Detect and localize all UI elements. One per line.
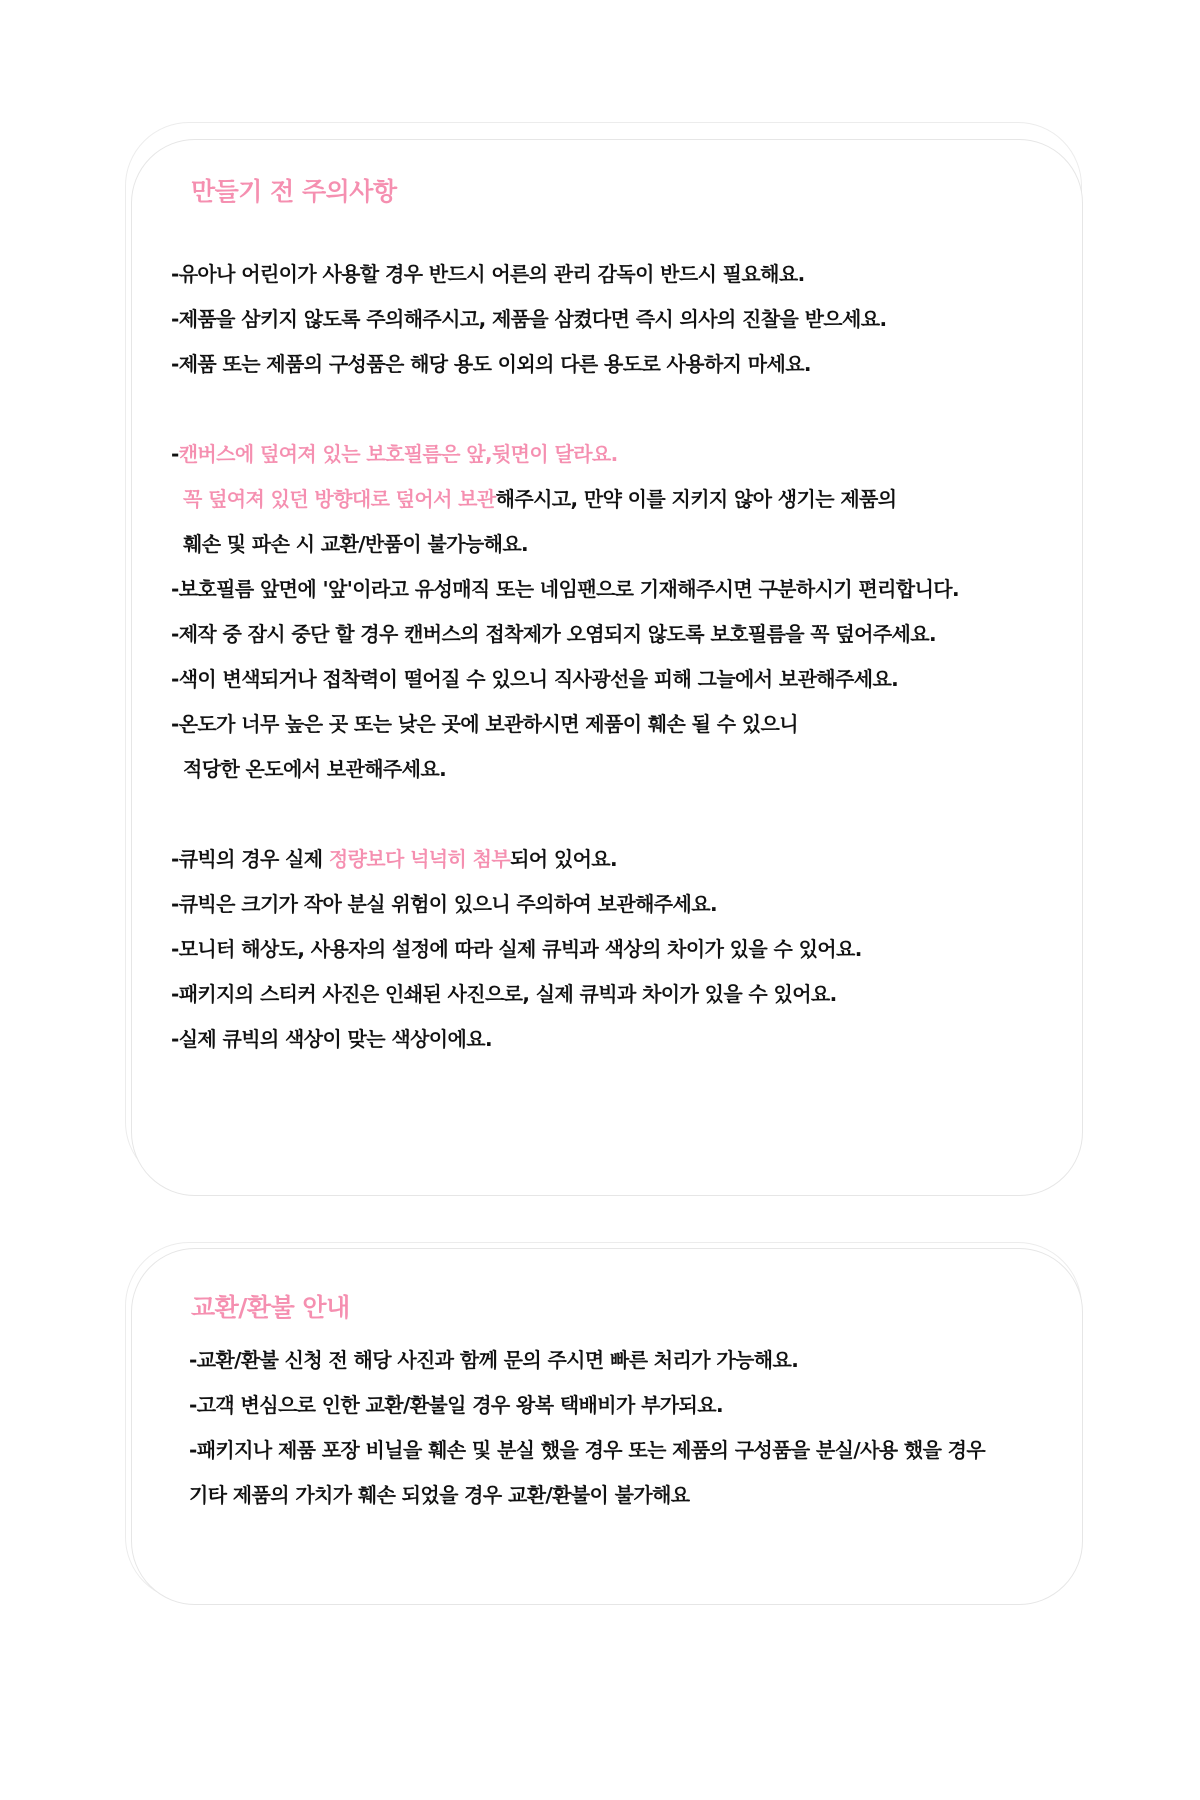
exchange-refund-list: [189, 1338, 985, 1518]
notice-line: [171, 477, 959, 522]
notice-line: [171, 837, 959, 882]
precautions-title: 만들기 전 주의사항: [191, 177, 397, 206]
notice-line: [171, 522, 959, 567]
notice-line: [171, 612, 959, 657]
notice-text: -교환/환불 신청 전 해당 사진과 함께 문의 주시면 빠른 처리가 가능해요.: [189, 1348, 799, 1372]
spacer-line: [171, 387, 959, 432]
notice-text: 해주시고, 만약 이를 지키지 않아 생기는 제품의: [495, 487, 897, 511]
notice-line: [171, 297, 959, 342]
notice-text: -온도가 너무 높은 곳 또는 낮은 곳에 보관하시면 제품이 훼손 될 수 있으니: [171, 712, 798, 736]
notice-line: [171, 702, 959, 747]
notice-text: -유아나 어린이가 사용할 경우 반드시 어른의 관리 감독이 반드시 필요해요.: [171, 262, 805, 286]
spacer-line: [171, 792, 959, 837]
notice-text: -제품 또는 제품의 구성품은 해당 용도 이외의 다른 용도로 사용하지 마세요.: [171, 352, 811, 376]
notice-text: -패키지의 스티커 사진은 인쇄된 사진으로, 실제 큐빅과 차이가 있을 수 있어요.: [171, 982, 837, 1006]
notice-text: -모니터 해상도, 사용자의 설정에 따라 실제 큐빅과 색상의 차이가 있을 수 있어요.: [171, 937, 862, 961]
notice-line: [171, 342, 959, 387]
exchange-refund-card: [125, 1242, 1085, 1612]
notice-text: 기타 제품의 가치가 훼손 되었을 경우 교환/환불이 불가해요: [189, 1483, 690, 1507]
notice-line: [171, 747, 959, 792]
notice-line: [171, 657, 959, 702]
precautions-list: [171, 252, 959, 1062]
notice-text: -색이 변색되거나 접착력이 떨어질 수 있으니 직사광선을 피해 그늘에서 보관해주세요.: [171, 667, 899, 691]
notice-line: [171, 432, 959, 477]
notice-line: [189, 1383, 985, 1428]
notice-line: [171, 1017, 959, 1062]
notice-text: 훼손 및 파손 시 교환/반품이 불가능해요.: [183, 532, 529, 556]
notice-text: 되어 있어요.: [510, 847, 618, 871]
notice-text: -실제 큐빅의 색상이 맞는 색상이에요.: [171, 1027, 492, 1051]
highlighted-text: 캔버스에 덮여져 있는 보호필름은 앞,뒷면이 달라요.: [178, 442, 618, 466]
precautions-card: [125, 122, 1085, 1197]
notice-line: [171, 882, 959, 927]
notice-line: [171, 567, 959, 612]
notice-line: [171, 972, 959, 1017]
highlighted-text: 꼭 덮여져 있던 방향대로 덮어서 보관: [183, 487, 496, 511]
notice-text: 적당한 온도에서 보관해주세요.: [183, 757, 447, 781]
notice-text: -고객 변심으로 인한 교환/환불일 경우 왕복 택배비가 부가되요.: [189, 1393, 723, 1417]
notice-line: [171, 927, 959, 972]
highlighted-text: 정량보다 넉넉히 첨부: [328, 847, 511, 871]
exchange-refund-title: 교환/환불 안내: [191, 1293, 350, 1322]
notice-text: -보호필름 앞면에 '앞'이라고 유성매직 또는 네임팬으로 기재해주시면 구분하시기 편리합니다.: [171, 577, 960, 601]
notice-text: -큐빅은 크기가 작아 분실 위험이 있으니 주의하여 보관해주세요.: [171, 892, 717, 916]
notice-text: -제품을 삼키지 않도록 주의해주시고, 제품을 삼켰다면 즉시 의사의 진찰을 받으세요.: [171, 307, 887, 331]
notice-line: [171, 252, 959, 297]
notice-line: [189, 1428, 985, 1473]
notice-text: -큐빅의 경우 실제: [171, 847, 329, 871]
notice-text: -패키지나 제품 포장 비닐을 훼손 및 분실 했을 경우 또는 제품의 구성품을 분실/사용 했을 경우: [189, 1438, 986, 1462]
notice-text: -: [171, 442, 179, 466]
notice-line: [189, 1473, 985, 1518]
notice-text: -제작 중 잠시 중단 할 경우 캔버스의 접착제가 오염되지 않도록 보호필름을 꼭 덮어주세요.: [171, 622, 936, 646]
notice-line: [189, 1338, 985, 1383]
